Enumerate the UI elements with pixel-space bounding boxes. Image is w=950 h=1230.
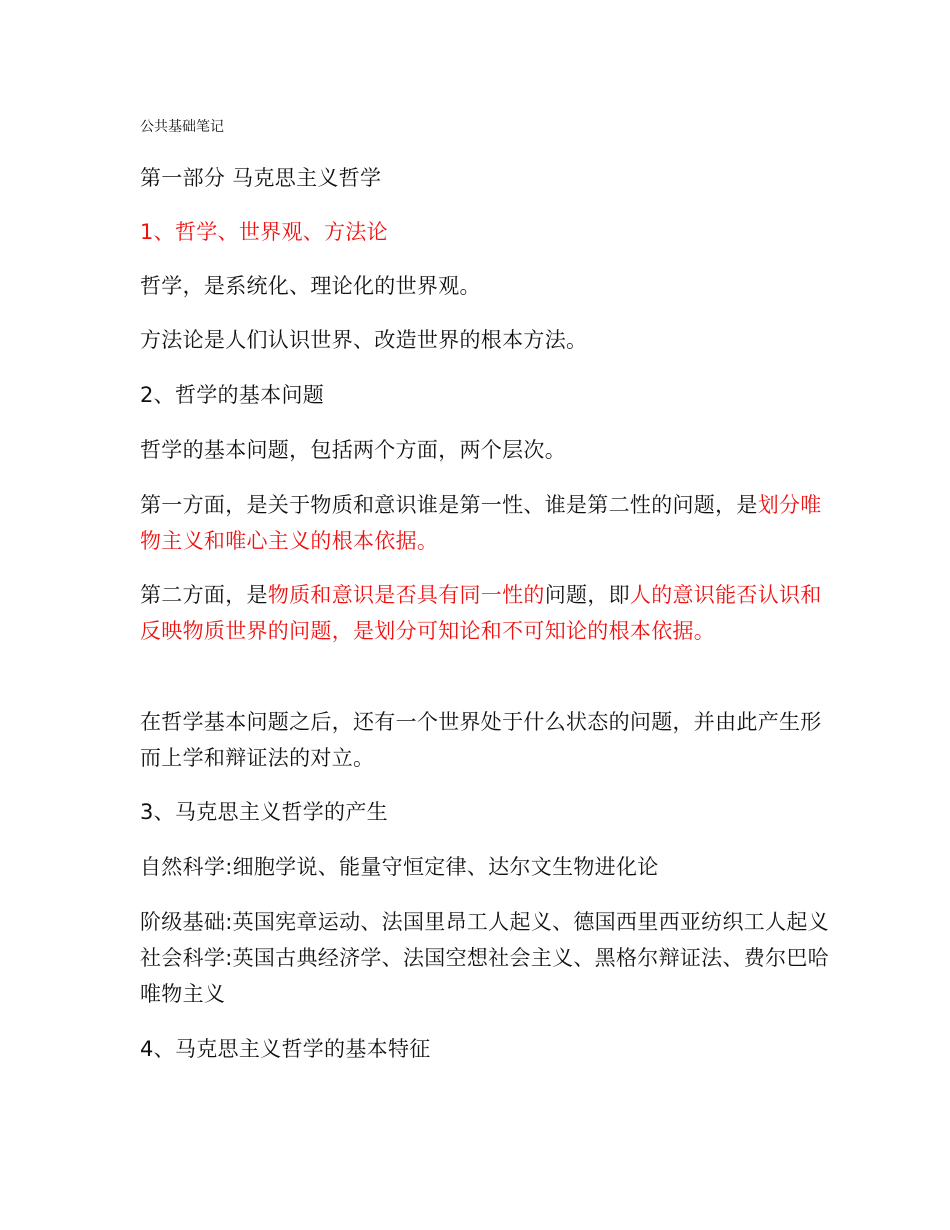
section-4-heading: 4、马克思主义哲学的基本特征 [140,1037,431,1061]
section-2-paragraph-3 [140,577,830,649]
paragraph-3-text-b: 问题，即 [544,583,630,607]
paragraph-3-text-a: 第二方面，是 [140,583,268,607]
section-1-paragraph-2: 方法论是人们认识世界、改造世界的根本方法。 [140,328,588,352]
paragraph-3-highlight-a: 物质和意识是否具有同一性的 [267,583,545,607]
section-2-paragraph-1: 哲学的基本问题，包括两个方面，两个层次。 [140,438,566,462]
section-3-paragraph-1: 自然科学:细胞学说、能量守恒定律、达尔文生物进化论 [140,855,659,879]
section-3-paragraph-2: 阶级基础:英国宪章运动、法国里昂工人起义、德国西里西亚纺织工人起义 社会科学:英国古典经济学、法国空想社会主义、黑格尔辩证法、费尔巴哈唯物主义 [140,910,829,1006]
document-header: 公共基础笔记 [140,119,224,135]
section-2-heading: 2、哲学的基本问题 [140,383,325,407]
section-3-heading: 3、马克思主义哲学的产生 [140,800,388,824]
paragraph-3-highlight-b: 人的意识能否认识和反映物质世界的问题，是划分可知论和不可知论的根本依据。 [140,583,822,643]
paragraph-2-highlight: 划分唯物主义和唯心主义的根本依据。 [140,493,822,553]
section-1-heading: 1、哲学、世界观、方法论 [140,220,388,244]
section-1-paragraph-1: 哲学，是系统化、理论化的世界观。 [140,274,481,298]
paragraph-2-text: 第一方面，是关于物质和意识谁是第一性、谁是第二性的问题，是 [140,493,758,517]
section-2-paragraph-2 [140,487,830,559]
section-2-paragraph-4: 在哲学基本问题之后，还有一个世界处于什么状态的问题，并由此产生形而上学和辩证法的对立。 [140,710,822,770]
part-title: 第一部分 马克思主义哲学 [140,166,382,190]
